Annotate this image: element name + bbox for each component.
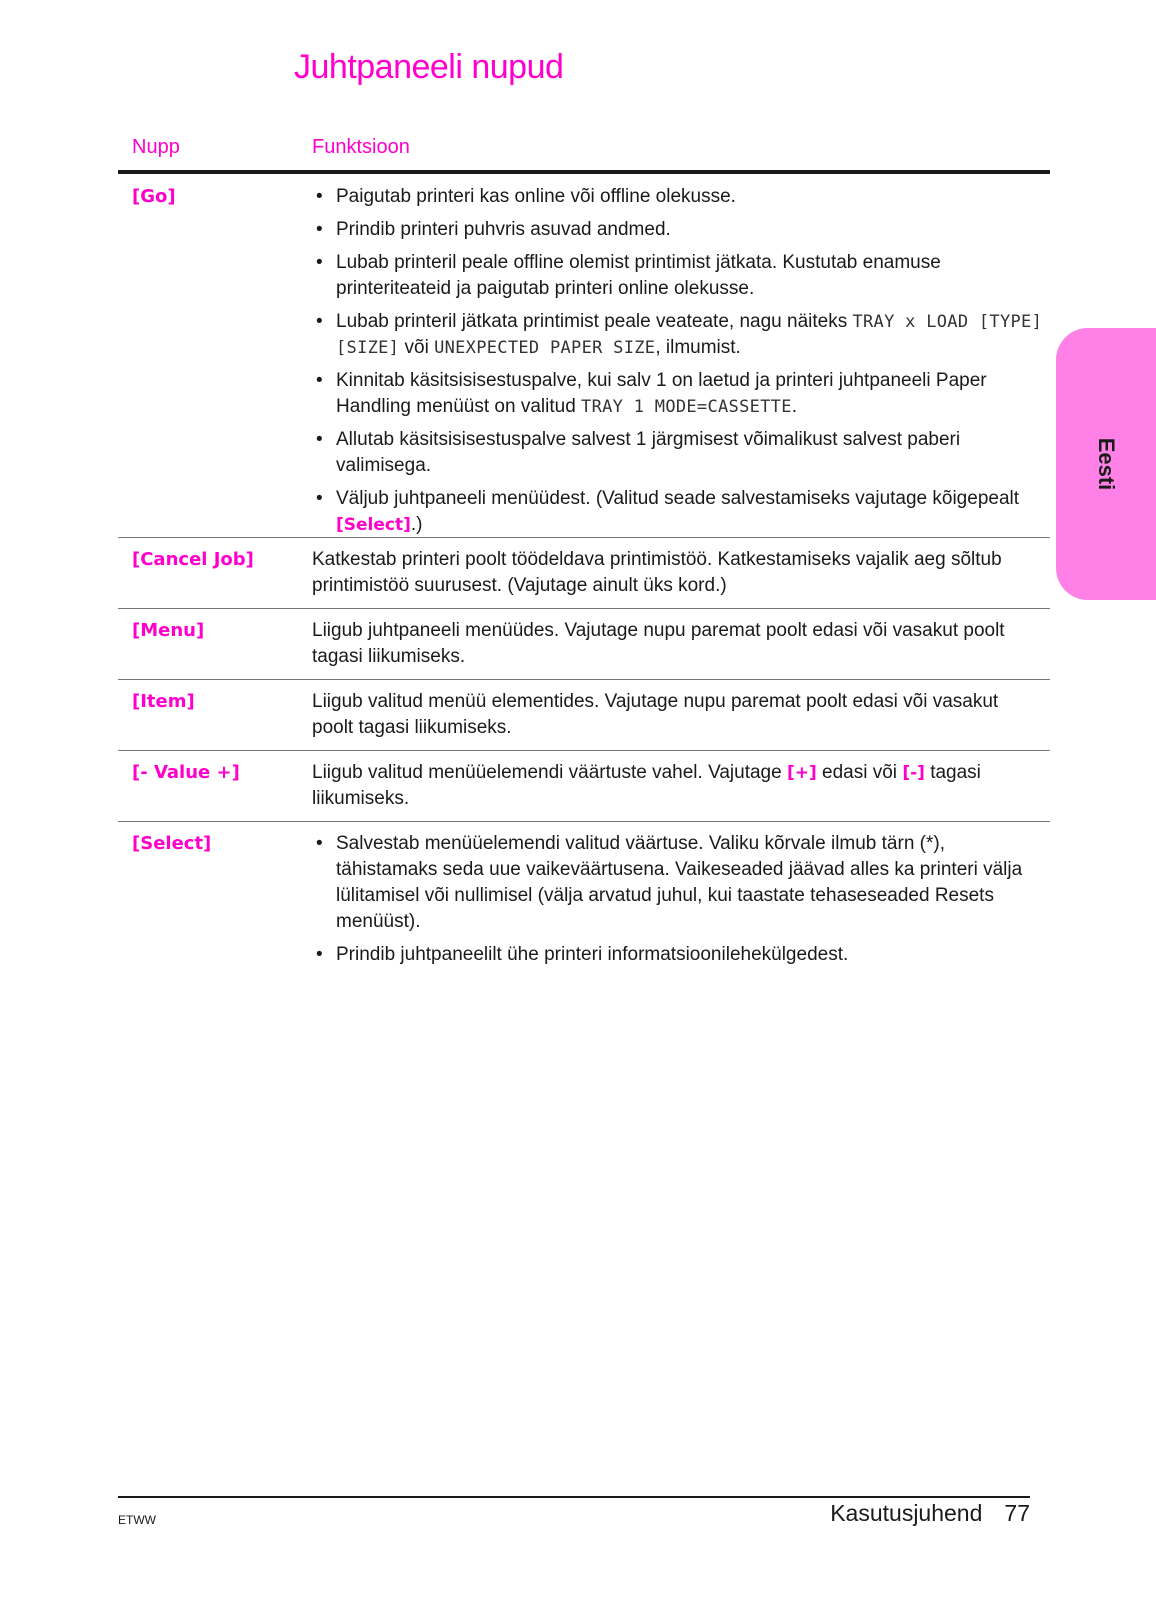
text-run: või xyxy=(399,337,435,358)
text-run: . xyxy=(791,396,798,417)
page-number: 77 xyxy=(1004,1500,1030,1526)
column-header-key: Nupp xyxy=(132,136,180,158)
footer-manual-title: Kasutusjuhend xyxy=(830,1500,983,1526)
text-run: tagasi liikumiseks. xyxy=(312,762,981,809)
footer-divider xyxy=(118,1496,1030,1498)
list-item: • Prindib printeri puhvris asuvad andmed. xyxy=(312,217,1044,243)
text-run: Lubab printeril jätkata printimist peale veateate, nagu näiteks xyxy=(336,311,853,332)
language-tab-label: Eesti xyxy=(1094,437,1119,491)
function-cancel-job xyxy=(312,547,1050,608)
key-item: [Item] xyxy=(132,691,195,712)
bullet-list-go xyxy=(312,184,1044,538)
inline-key-select: [Select] xyxy=(336,515,411,535)
inline-key-plus: [+] xyxy=(786,763,817,783)
footer-doc-code: ETWW xyxy=(118,1513,156,1527)
list-item: • Salvestab menüüelemendi valitud väärtuse. Valiku kõrvale ilmub tärn (*), tähistamaks seda uue vaikeväärtusena. Vaikeseaded jäävad alles ka printeri välja lülitamisel või nullimisel (välja arvatud juhul, kui taastate tehaseseaded Resets menüüst). xyxy=(312,831,1044,935)
text-run: Kinnitab käsitsisisestuspalve, kui salv 1 on laetud ja printeri juhtpaneeli Paper Handling menüüst on valitud xyxy=(336,370,987,417)
message-code: UNEXPECTED PAPER SIZE xyxy=(434,338,656,358)
button-function-table xyxy=(118,130,1050,968)
function-text: Liigub valitud menüü elementides. Vajutage nupu paremat poolt edasi või vasakut poolt tagasi liikumiseks. xyxy=(312,691,999,738)
key-value: [- Value +] xyxy=(132,762,240,783)
table-row-select xyxy=(118,822,1050,968)
key-go: [Go] xyxy=(132,186,176,207)
table-row-cancel-job xyxy=(118,538,1050,609)
list-item: • Paigutab printeri kas online või offline olekusse. xyxy=(312,184,1044,210)
list-item: • Lubab printeril peale offline olemist printimist jätkata. Kustutab enamuse printeriteateid ja paigutab printeri online olekusse. xyxy=(312,250,1044,302)
inline-key-minus: [-] xyxy=(902,763,925,783)
function-text xyxy=(312,760,1044,812)
function-select xyxy=(312,831,1050,968)
function-text: Liigub juhtpaneeli menüüdes. Vajutage nupu paremat poolt edasi või vasakut poolt tagasi liikumiseks. xyxy=(312,620,1005,667)
table-row-menu xyxy=(118,609,1050,680)
message-code: TRAY 1 MODE=CASSETTE xyxy=(581,397,792,417)
table-row-value xyxy=(118,751,1050,822)
function-value xyxy=(312,760,1050,821)
language-side-tab xyxy=(1056,328,1156,600)
function-menu xyxy=(312,618,1050,679)
function-go xyxy=(312,184,1050,537)
list-item xyxy=(312,309,1044,361)
message-code: TRAY x LOAD [TYPE] [SIZE] xyxy=(336,312,1043,358)
key-menu: [Menu] xyxy=(132,620,205,641)
table-row-item xyxy=(118,680,1050,751)
list-item: • Allutab käsitsisisestuspalve salvest 1 järgmisest võimalikust salvest paberi valimisega. xyxy=(312,427,1044,479)
footer-right xyxy=(830,1500,1030,1527)
list-item xyxy=(312,368,1044,420)
text-run: edasi või xyxy=(816,762,903,783)
text-run: , ilmumist. xyxy=(655,337,741,358)
list-item: • Prindib juhtpaneelilt ühe printeri informatsioonilehekülgedest. xyxy=(312,942,1044,968)
function-item xyxy=(312,689,1050,750)
key-select: [Select] xyxy=(132,833,212,854)
table-header xyxy=(118,130,1050,174)
column-header-function: Funktsioon xyxy=(312,136,410,158)
text-run: Liigub valitud menüüelemendi väärtuste vahel. Vajutage xyxy=(312,762,787,783)
key-cancel-job: [Cancel Job] xyxy=(132,549,254,570)
page-title: Juhtpaneeli nupud xyxy=(294,48,564,86)
bullet-list-select xyxy=(312,831,1044,968)
table-row-go xyxy=(118,174,1050,538)
text-run: .) xyxy=(410,514,423,535)
text-run: Väljub juhtpaneeli menüüdest. (Valitud seade salvestamiseks vajutage kõigepealt xyxy=(336,488,1020,509)
function-text: Katkestab printeri poolt töödeldava printimistöö. Katkestamiseks vajalik aeg sõltub printimistöö suurusest. (Vajutage ainult üks kord.) xyxy=(312,549,1002,596)
list-item xyxy=(312,486,1044,538)
